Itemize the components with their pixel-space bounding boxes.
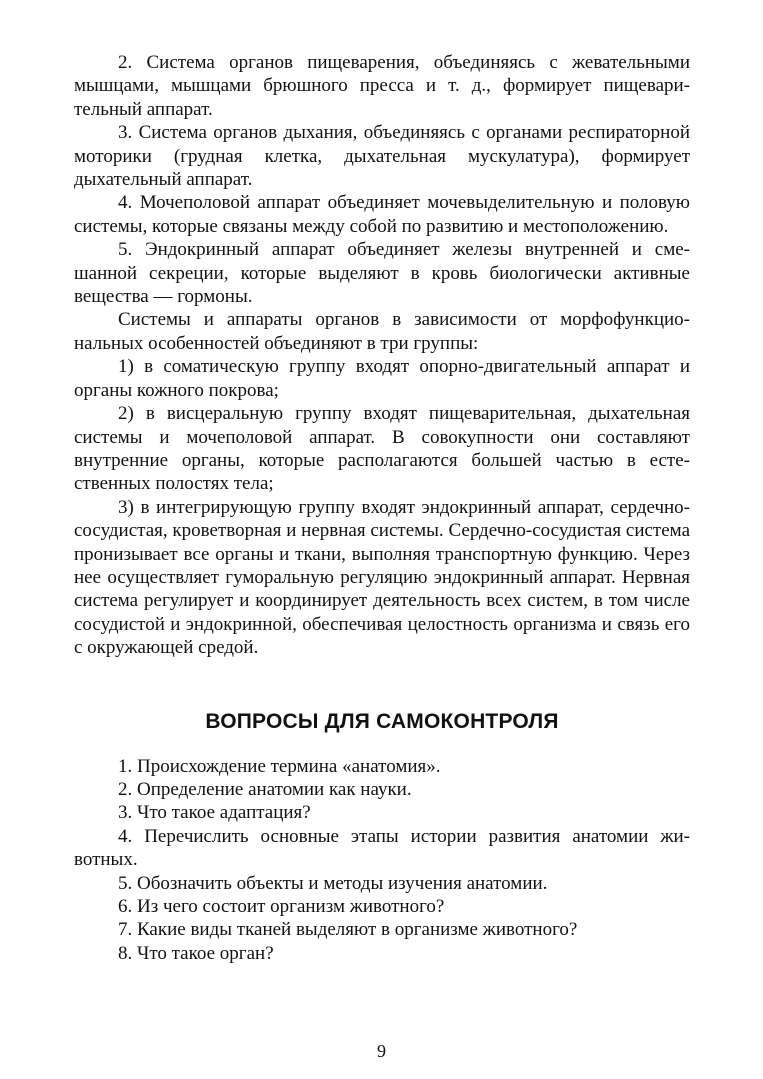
paragraph: 5. Эндокринный аппарат объединяет железы внутренней и смешанной секреции, которые выделяют в кровь биологически активные вещества — гормоны. <box>74 239 690 308</box>
page-content <box>74 51 690 965</box>
paragraph: 2) в висцеральную группу входят пищеварительная, дыхательная системы и мочеполовой аппарат. В совокупности они составляют внутренние органы, которые располагаются большей частью в естественных полостях тела; <box>74 403 690 495</box>
paragraph: 1) в соматическую группу входят опорно-двигательный аппарат и органы кожного покрова; <box>74 356 690 401</box>
paragraph: 3) в интегрирующую группу входят эндокринный аппарат, сердечно-сосудистая, кроветворная и нервная системы. Сердечно-сосудистая система пронизывает все органы и ткани, выполняя транспортную функцию. Через нее осуществляет гуморальную регуляцию эндокринный аппарат. Нервная система регулирует и координирует деятельность всех систем, в том числе сосудистой и эндокринной, обеспечивая целостность организма и связь его с окружающей средой. <box>74 496 690 659</box>
list-item: 3. Что такое адаптация? <box>118 802 311 824</box>
list-item: 6. Из чего состоит организм животного? <box>118 896 445 917</box>
list-item: 4. Перечислить основные этапы истории развития анатомии животных. <box>74 825 690 871</box>
paragraph: 2. Система органов пищеварения, объединяясь с жевательными мышцами, мышцами брюшного пресса и т. д., формирует пищеварительный аппарат. <box>74 52 690 120</box>
page-number: 9 <box>377 1041 386 1061</box>
list-item: 2. Определение анатомии как науки. <box>118 778 412 800</box>
question-list <box>74 755 690 966</box>
paragraph: Системы и аппараты органов в зависимости от морфофункциональных особенностей объединяют в три группы: <box>74 309 690 354</box>
list-item: 1. Происхождение термина «анатомия». <box>118 755 441 777</box>
body-text <box>74 51 690 660</box>
list-item: 5. Обозначить объекты и методы изучения анатомии. <box>118 872 548 894</box>
paragraph: 3. Система органов дыхания, объединяясь с органами респираторной моторики (грудная клетка, дыхательная мускулатура), формирует дыхательный аппарат. <box>74 122 690 191</box>
list-item: 7. Какие виды тканей выделяют в организме животного? <box>118 919 578 941</box>
section-heading: ВОПРОСЫ ДЛЯ САМОКОНТРОЛЯ <box>205 709 559 733</box>
paragraph: 4. Мочеполовой аппарат объединяет мочевыделительную и половую системы, которые связаны между собой по развитию и местоположению. <box>74 192 690 237</box>
list-item: 8. Что такое орган? <box>118 942 274 964</box>
